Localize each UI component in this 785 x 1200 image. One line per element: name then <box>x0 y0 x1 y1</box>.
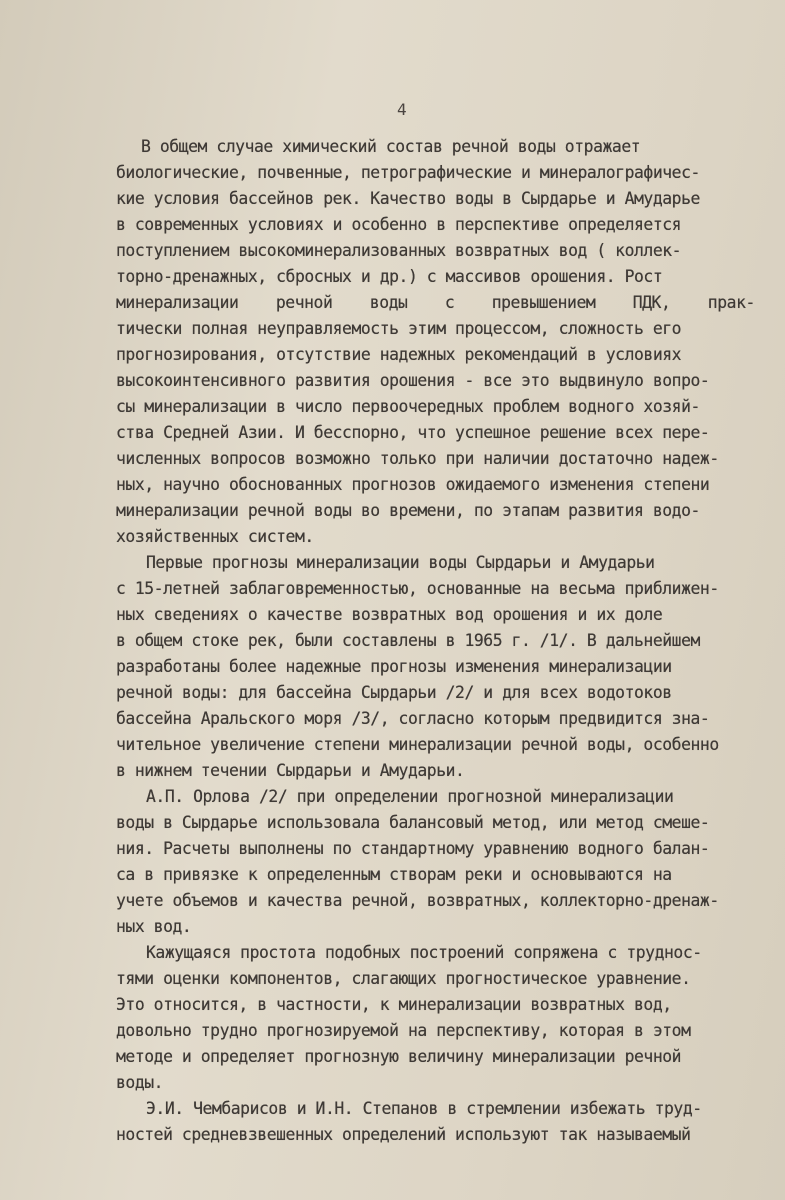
text-line: ных, научно обоснованных прогнозов ожидаемого изменения степени <box>116 475 710 494</box>
text-line: в общем стоке рек, были составлены в 1965 г. /1/. В дальнейшем <box>116 631 700 650</box>
text-line: довольно трудно прогнозируемой на перспективу, которая в этом <box>116 1021 691 1040</box>
text-line: А.П. Орлова /2/ при определении прогнозной минерализации <box>146 787 674 806</box>
text-line: методе и определяет прогнозную величину минерализации речной <box>116 1047 682 1066</box>
text-line: торно-дренажных, сбросных и др.) с массивов орошения. Рост <box>116 267 663 286</box>
text-line: ных вод. <box>116 917 192 936</box>
text-line: сы минерализации в число первоочередных проблем водного хозяй- <box>116 397 700 416</box>
text-line: воды в Сырдарье использовала балансовый метод, или метод смеше- <box>116 813 710 832</box>
text-line: хозяйственных систем. <box>116 527 314 546</box>
text-line: кие условия бассейнов рек. Качество воды в Сырдарье и Амударье <box>116 189 700 208</box>
text-line: численных вопросов возможно только при наличии достаточно надеж- <box>116 449 719 468</box>
text-line: бассейна Аральского моря /3/, согласно которым предвидится зна- <box>116 709 710 728</box>
text-line: разработаны более надежные прогнозы изменения минерализации <box>116 657 672 676</box>
text-line: Это относится, в частности, к минерализации возвратных вод, <box>116 995 672 1014</box>
text-line: в нижнем течении Сырдарьи и Амударьи. <box>116 761 465 780</box>
text-line: В общем случае химический состав речной воды отражает <box>141 137 641 156</box>
text-line: ния. Расчеты выполнены по стандартному уравнению водного балан- <box>116 839 710 858</box>
text-line: биологические, почвенные, петрографические и минералографичес- <box>116 163 700 182</box>
text-line: минерализации речной воды с превышением ПДК, прак- <box>116 293 755 312</box>
text-line: воды. <box>116 1073 164 1092</box>
text-line: с 15-летней заблаговременностью, основанные на весьма приближен- <box>116 579 719 598</box>
text-line: поступлением высокоминерализованных возвратных вод ( коллек- <box>116 241 682 260</box>
text-line: учете объемов и качества речной, возвратных, коллекторно-дренаж- <box>116 891 719 910</box>
text-line: прогнозирования, отсутствие надежных рекомендаций в условиях <box>116 345 682 364</box>
text-line: тями оценки компонентов, слагающих прогностическое уравнение. <box>116 969 691 988</box>
text-line: са в привязке к определенным створам реки и основываются на <box>116 865 672 884</box>
text-line: тически полная неуправляемость этим процессом, сложность его <box>116 319 682 338</box>
text-line: речной воды: для бассейна Сырдарьи /2/ и для всех водотоков <box>116 683 672 702</box>
text-line: ностей средневзвешенных определений используют так называемый <box>116 1125 691 1144</box>
text-line: высокоинтенсивного развития орошения - все это выдвинуло вопро- <box>116 371 710 390</box>
text-line: ства Средней Азии. И бесспорно, что успешное решение всех пере- <box>116 423 710 442</box>
text-line: чительное увеличение степени минерализации речной воды, особенно <box>116 735 719 754</box>
text-line: минерализации речной воды во времени, по этапам развития водо- <box>116 501 700 520</box>
text-line: Э.И. Чембарисов и И.Н. Степанов в стремлении избежать труд- <box>146 1099 702 1118</box>
page-number: 4 <box>397 100 407 119</box>
text-line: Первые прогнозы минерализации воды Сырдарьи и Амударьи <box>146 553 655 572</box>
text-line: ных сведениях о качестве возвратных вод орошения и их доле <box>116 605 663 624</box>
text-line: Кажущаяся простота подобных построений сопряжена с трудноc- <box>146 943 702 962</box>
text-line: в современных условиях и особенно в перспективе определяется <box>116 215 682 234</box>
